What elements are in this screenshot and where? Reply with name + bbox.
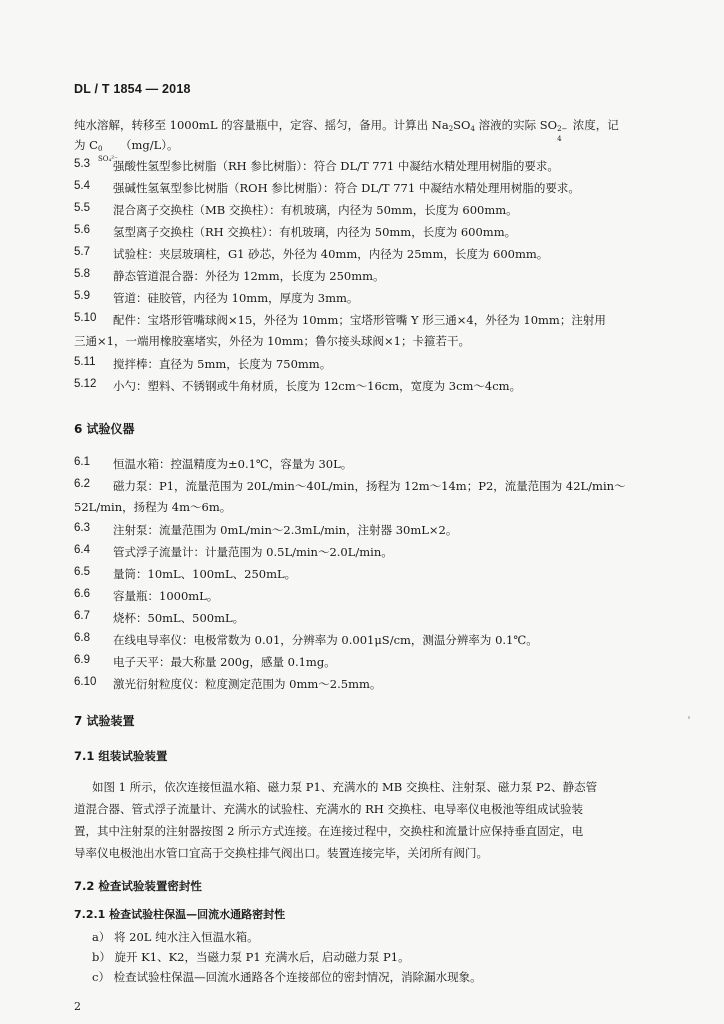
item-num: 5.11 xyxy=(74,356,96,368)
step-label: c） xyxy=(92,970,110,984)
step-item xyxy=(92,970,482,984)
item-num: 5.8 xyxy=(74,268,90,280)
intro-text-a: 纯水溶解，转移至 1000mL 的容量瓶中，定容、摇匀，备用。计算出 Na xyxy=(74,118,449,132)
item-text: 激光衍射粒度仪：粒度测定范围为 0mm～2.5mm。 xyxy=(113,677,382,691)
item-num: 6.4 xyxy=(74,544,90,556)
item-num: 6.8 xyxy=(74,632,90,644)
subsection-7-1-heading: 7.1 组装试验装置 xyxy=(74,749,168,763)
item-text: 小勺：塑料、不锈钢或牛角材质，长度为 12cm～16cm，宽度为 3cm～4cm。 xyxy=(113,379,522,393)
item-text: 磁力泵：P1，流量范围为 20L/min～40L/min，扬程为 12m～14m；P2，流量范围为 42L/min～ xyxy=(113,479,626,493)
intro-line-2 xyxy=(74,138,179,163)
step-text: 检查试验柱保温—回流水通路各个连接部位的密封情况，消除漏水现象。 xyxy=(113,970,482,984)
item-text: 恒温水箱：控温精度为±0.1℃，容量为 30L。 xyxy=(113,457,353,471)
paragraph-line: 如图 1 所示，依次连接恒温水箱、磁力泵 P1、充满水的 MB 交换柱、注射泵、磁力泵 P2、静态管 xyxy=(92,780,598,794)
item-num: 5.9 xyxy=(74,290,90,302)
item-num: 5.6 xyxy=(74,224,90,236)
intro-text-c: 溶液的实际 SO xyxy=(474,118,558,132)
item-text: 电子天平：最大称量 200g，感量 0.1mg。 xyxy=(113,655,336,669)
item-text: 烧杯：50mL、500mL。 xyxy=(113,611,245,625)
step-text: 将 20L 纯水注入恒温水箱。 xyxy=(114,930,259,944)
item-text: 量筒：10mL、100mL、250mL。 xyxy=(113,567,297,581)
intro-sub3: 4 xyxy=(557,135,562,143)
page-number: 2 xyxy=(74,1000,81,1013)
item-text: 混合离子交换柱（MB 交换柱）：有机玻璃，内径为 50mm，长度为 600mm。 xyxy=(113,203,518,217)
paragraph-line: 道混合器、管式浮子流量计、充满水的试验柱、充满水的 RH 交换柱、电导率仪电极池等组成试验装 xyxy=(74,802,583,816)
item-text: 强碱性氢氧型参比树脂（ROH 参比树脂）：符合 DL/T 771 中凝结水精处理用树脂的要求。 xyxy=(113,181,580,195)
step-item xyxy=(92,950,410,964)
item-text: 管道：硅胶管，内径为 10mm，厚度为 3mm。 xyxy=(113,291,359,305)
item-num: 6.1 xyxy=(74,456,90,468)
intro-unit: （mg/L）。 xyxy=(119,138,179,152)
item-num: 5.12 xyxy=(74,378,97,390)
section-7-heading: 7 试验装置 xyxy=(74,714,135,728)
item-num: 5.4 xyxy=(74,180,90,192)
document-code-header: DL / T 1854 — 2018 xyxy=(74,82,191,96)
item-text: 搅拌棒：直径为 5mm，长度为 750mm。 xyxy=(113,357,332,371)
intro-c-sub: SO₄²⁻ xyxy=(97,155,118,163)
item-num: 6.5 xyxy=(74,566,90,578)
item-num: 5.7 xyxy=(74,246,90,258)
item-text: 试验柱：夹层玻璃柱，G1 砂芯，外径为 40mm，内径为 25mm，长度为 600mm。 xyxy=(113,247,549,261)
intro-sup: 2− xyxy=(557,125,568,133)
item-num: 6.2 xyxy=(74,478,90,490)
subsection-7-2-1-heading: 7.2.1 检查试验柱保温—回流水通路密封性 xyxy=(74,908,286,921)
item-num: 6.3 xyxy=(74,522,90,534)
item-text: 容量瓶：1000mL。 xyxy=(113,589,219,603)
intro-c-sup: 0 xyxy=(97,145,103,153)
intro-c-symbol: 为 C xyxy=(74,138,98,152)
subsection-7-2-heading: 7.2 检查试验装置密封性 xyxy=(74,879,202,893)
item-num: 6.9 xyxy=(74,654,90,666)
intro-text-b: SO xyxy=(453,118,471,132)
item-text: 在线电导率仪：电极常数为 0.01，分辨率为 0.001μS/cm，测温分辨率为 0.1℃。 xyxy=(113,633,538,647)
step-label: b） xyxy=(92,950,111,964)
item-text: 管式浮子流量计：计量范围为 0.5L/min～2.0L/min。 xyxy=(113,545,393,559)
step-label: a） xyxy=(92,930,111,944)
item-num: 6.7 xyxy=(74,610,90,622)
item-num: 6.10 xyxy=(74,676,97,688)
paragraph-line: 导率仪电极池出水管口宜高于交换柱排气阀出口。装置连接完毕，关闭所有阀门。 xyxy=(74,846,488,860)
paragraph-line: 置，其中注射泵的注射器按图 2 所示方式连接。在连接过程中，交换柱和流量计应保持垂直固定，电 xyxy=(74,824,584,838)
item-text: 配件：宝塔形管嘴球阀×15，外径为 10mm；宝塔形管嘴 Y 形三通×4，外径为 10mm；注射用 xyxy=(113,313,606,327)
item-num: 6.6 xyxy=(74,588,90,600)
section-6-heading: 6 试验仪器 xyxy=(74,422,135,436)
item-text: 氢型离子交换柱（RH 交换柱）：有机玻璃，内径为 50mm，长度为 600mm。 xyxy=(113,225,517,239)
item-num: 5.5 xyxy=(74,202,90,214)
item-text: 静态管道混合器：外径为 12mm，长度为 250mm。 xyxy=(113,269,385,283)
scan-speck xyxy=(688,716,690,719)
item-text-continuation: 52L/min，扬程为 4m～6m。 xyxy=(74,500,232,514)
intro-line-1 xyxy=(74,118,619,143)
item-text: 注射泵：流量范围为 0mL/min～2.3mL/min，注射器 30mL×2。 xyxy=(113,523,458,537)
item-num: 5.10 xyxy=(74,312,97,324)
step-text: 旋开 K1、K2，当磁力泵 P1 充满水后，启动磁力泵 P1。 xyxy=(114,950,410,964)
item-num: 5.3 xyxy=(74,158,90,170)
intro-text-d: 浓度，记 xyxy=(569,118,619,132)
intro-sub2: 4 xyxy=(470,125,475,133)
intro-sub: 2 xyxy=(448,125,454,133)
step-item xyxy=(92,930,259,944)
item-text-continuation: 三通×1，一端用橡胶塞堵实，外径为 10mm；鲁尔接头球阀×1；卡箍若干。 xyxy=(74,334,470,348)
item-text: 强酸性氢型参比树脂（RH 参比树脂）：符合 DL/T 771 中凝结水精处理用树脂的要求。 xyxy=(113,159,559,173)
